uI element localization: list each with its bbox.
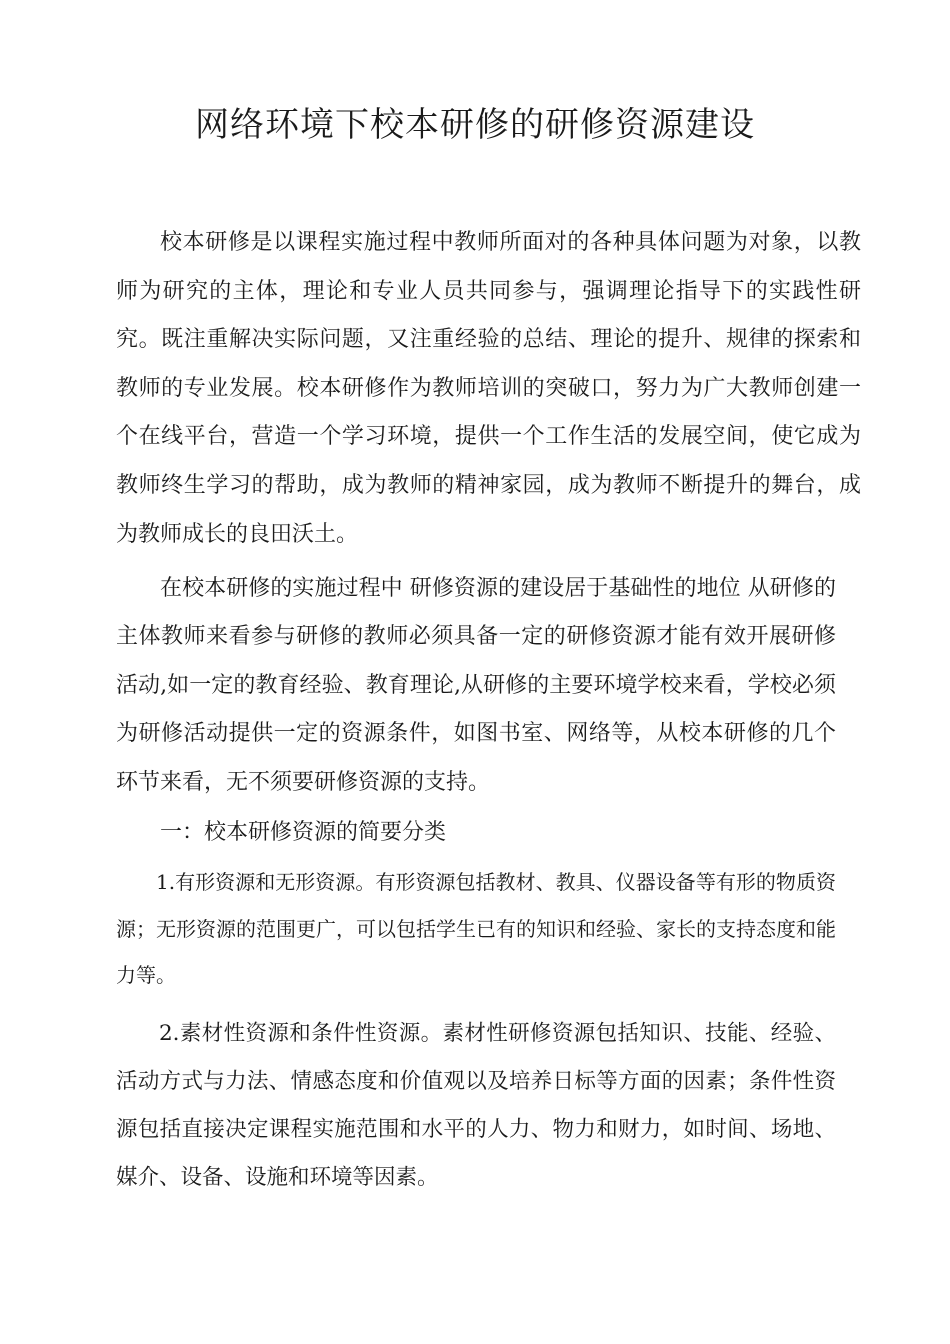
paragraph-item-1: 1.有形资源和无形资源。有形资源包括教材、教具、仪器设备等有形的物质资源；无形资源的范围更广，可以包括学生已有的知识和经验、家长的支持态度和能力等。 [116, 870, 836, 987]
document-title: 网络环境下校本研修的研修资源建设 [195, 105, 755, 145]
section-heading: 一：校本研修资源的简要分类 [160, 820, 447, 845]
paragraph-item-2: 2.素材性资源和条件性资源。素材性研修资源包括知识、技能、经验、活动方式与力法、情感态度和价值观以及培养日标等方面的因素；条件性资源包括直接决定课程实施范围和水平的人力、物力和财力，如时间、场地、媒介、设备、设施和环境等因素。 [116, 1021, 836, 1190]
paragraph-intro: 校本研修是以课程实施过程中教师所面对的各种具体问题为对象，以教师为研究的主体，理论和专业人员共同参与，强调理论指导下的实践性研究。既注重解决实际问题，又注重经验的总结、理论的提升、规律的探索和教师的专业发展。校本研修作为教师培训的突破口，努力为广大教师创建一个在线平台，营造一个学习环境，提供一个工作生活的发展空间，使它成为教师终生学习的帮助，成为教师的精神家园，成为教师不断提升的舞台，成为教师成长的良田沃土。 [116, 230, 861, 547]
paragraph-resource-role: 在校本研修的实施过程中 研修资源的建设居于基础性的地位 从研修的主体教师来看参与研修的教师必须具备一定的研修资源才能有效开展研修活动,如一定的教育经验、教育理论,从研修的主要环境学校来看，学校必须为研修活动提供一定的资源条件，如图书室、网络等，从校本研修的几个环节来看，无不须要研修资源的支持。 [116, 576, 836, 795]
